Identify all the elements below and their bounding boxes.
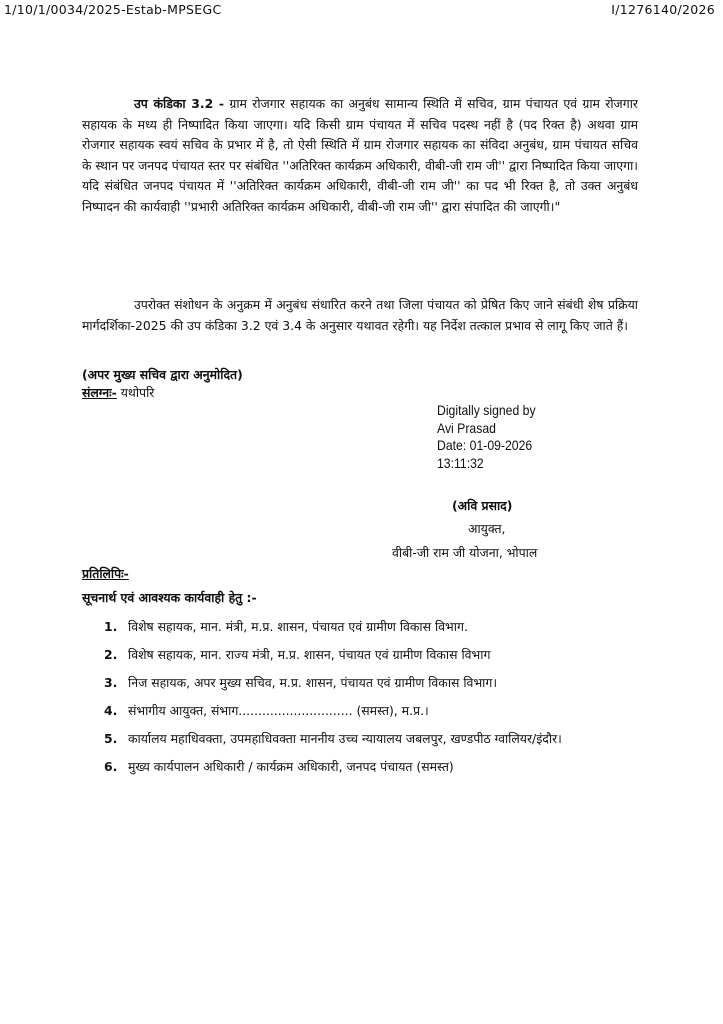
list-item-text: निज सहायक, अपर मुख्य सचिव, म.प्र. शासन, पंचायत एवं ग्रामीण विकास विभाग। — [128, 675, 498, 690]
signature-line-4: 13:11:32 — [437, 455, 484, 471]
signer-office: वीबी-जी राम जी योजना, भोपाल — [392, 545, 538, 560]
list-item-text: संभागीय आयुक्त, संभाग............................. (समस्त), म.प्र.। — [128, 703, 429, 718]
signer-name: (अवि प्रसाद) — [452, 498, 513, 513]
list-item-number: 6. — [104, 759, 118, 774]
enclosure-line — [82, 384, 154, 401]
sub-clause-label: उप कंडिका 3.2 - — [134, 96, 225, 111]
distribution-list — [82, 617, 642, 785]
list-item-text: विशेष सहायक, मान. राज्य मंत्री, म.प्र. शासन, पंचायत एवं ग्रामीण विकास विभाग — [128, 647, 491, 662]
approval-note: (अपर मुख्य सचिव द्वारा अनुमोदित) — [82, 367, 243, 382]
signature-line-1: Digitally signed by — [437, 403, 536, 418]
list-item-number: 2. — [104, 647, 118, 662]
copy-to-heading: प्रतिलिपिः- — [82, 566, 129, 581]
list-item-text: मुख्य कार्यपालन अधिकारी / कार्यक्रम अधिकारी, जनपद पंचायत (समस्त) — [128, 759, 454, 774]
list-item — [82, 729, 642, 749]
list-item-text: विशेष सहायक, मान. मंत्री, म.प्र. शासन, पंचायत एवं ग्रामीण विकास विभाग. — [128, 619, 468, 634]
copy-to-subheading: सूचनार्थ एवं आवश्यक कार्यवाही हेतु :- — [82, 590, 257, 605]
list-item-number: 1. — [104, 619, 118, 634]
enclosure-value: यथोपरि — [116, 385, 155, 400]
list-item — [82, 617, 642, 637]
list-item — [82, 757, 642, 777]
signature-line-2: Avi Prasad — [437, 420, 496, 436]
list-item-text: कार्यालय महाधिवक्ता, उपमहाधिवक्ता माननीय उच्च न्यायालय जबलपुर, खण्डपीठ ग्वालियर/इंदौर। — [128, 731, 562, 746]
list-item-number: 3. — [104, 675, 118, 690]
list-item — [82, 673, 642, 693]
paragraph-amendment-note: उपरोक्त संशोधन के अनुक्रम में अनुबंध संधारित करने तथा जिला पंचायत को प्रेषित किए जाने संबंधी शेष प्रक्रिया मार्गदर्शिका-2025 की उप कंडिका 3.2 एवं 3.4 के अनुसार यथावत रहेगी। यह निर्देश तत्काल प्रभाव से लागू किए जाते हैं। — [82, 297, 638, 333]
enclosure-label: संलग्नः- — [82, 385, 117, 400]
signer-title: आयुक्त, — [468, 521, 506, 536]
file-reference: 1/10/1/0034/2025-Estab-MPSEGC — [4, 2, 222, 17]
list-item-number: 4. — [104, 703, 118, 718]
digital-signature-block — [437, 402, 536, 472]
signature-line-3: Date: 01-09-2026 — [437, 438, 533, 454]
list-item — [82, 645, 642, 665]
sub-clause-text: ग्राम रोजगार सहायक का अनुबंध सामान्य स्थिति में सचिव, ग्राम पंचायत एवं ग्राम रोजगार सहायक के मध्य ही निष्पादित किया जाएगा। यदि किसी ग्राम पंचायत में सचिव पदस्थ नहीं है (पद रिक्त है) अथवा ग्राम रोजगार सहायक स्वयं सचिव के प्रभार में है, तो ऐसी स्थिति में ग्राम रोजगार सहायक का संविदा अनुबंध, ग्राम पंचायत सचिव के स्थान पर जनपद पंचायत स्तर पर संबंधित ''अतिरिक्त कार्यक्रम अधिकारी, वीबी-जी राम जी'' द्वारा निष्पादित किया जाएगा। यदि संबंधित जनपद पंचायत में ''अतिरिक्त कार्यक्रम अधिकारी, वीबी-जी राम जी'' का पद भी रिक्त है, तो उक्त अनुबंध निष्पादन की कार्यवाही ''प्रभारी अतिरिक्त कार्यक्रम अधिकारी, वीबी-जी राम जी'' द्वारा संपादित की जाएगी।" — [82, 96, 638, 214]
list-item-number: 5. — [104, 731, 118, 746]
paragraph-sub-clause-3-2 — [82, 94, 638, 218]
document-reference: I/1276140/2026 — [611, 2, 715, 17]
list-item — [82, 701, 642, 721]
